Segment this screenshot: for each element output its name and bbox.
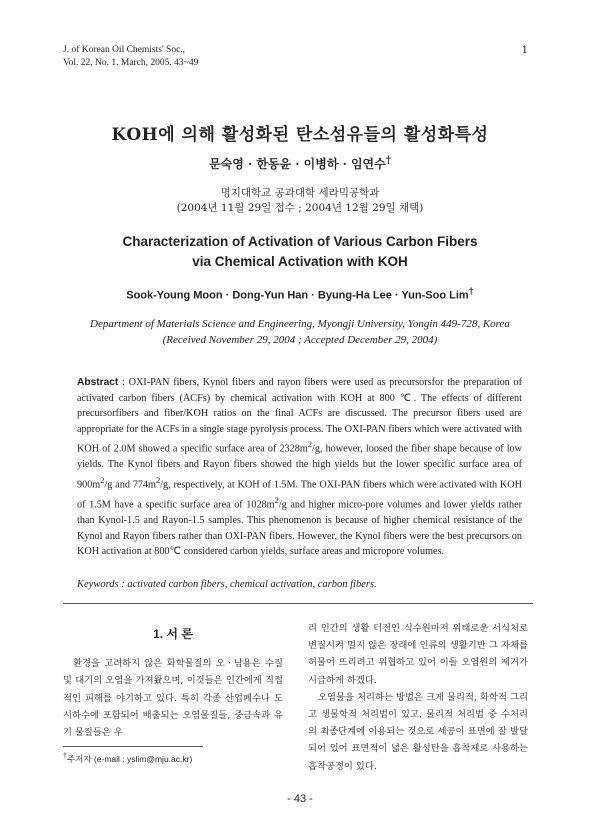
journal-name: J. of Korean Oil Chemists' Soc., <box>63 45 186 55</box>
abstract-sup-4: 2 <box>274 494 279 505</box>
authors-english <box>0 286 600 302</box>
affiliation-english-text: Department of Materials Science and Engineering, Myongji University, Yongin 449-728, Korea <box>90 318 510 330</box>
footnote-text: 주저자 (e-mail : yslim@mju.ac.kr) <box>66 753 193 764</box>
right-column <box>308 620 528 775</box>
right-column-paragraph-1: 리 인간의 생활 터전인 식수원마저 위태로운 서식처로 변질시켜 멀지 않은 장래에 인류의 생활기반 그 자체를 허물어 뜨리려고 위협하고 있어 이들 오염원의 제거가 시급하게 하겠다. <box>308 623 528 686</box>
abstract-text-4: /g, respectively, at KOH of 1.5M. The OXI-PAN fibers which were activated with KOH of 1.5M have a specific surface area of 1028m <box>77 479 522 511</box>
journal-volume: Vol. 22, No. 1. March, 2005. 43~49 <box>63 58 199 68</box>
right-column-paragraph-2: 오염물을 처리하는 방법은 크게 물리적, 화학적 그리고 생물학적 처리법이 있고, 물리적 처리법 중 수처리의 최종단계에 이용되는 것으로 세공이 표면에 잘 발달되어 있어 표면적이 넓은 활성탄을 흡착제로 사용하는 흡착공정이 있다. <box>308 691 528 772</box>
affiliation-korean-text: 명지대학교 공과대학 세라믹공학과 <box>220 187 380 199</box>
section-title-introduction: 1. 서 론 <box>153 627 193 641</box>
dates-korean: (2004년 11월 29일 접수 ; 2004년 12월 29일 채택) <box>176 202 424 214</box>
dagger-mark-en: † <box>468 286 474 296</box>
page-number-top: 1 <box>521 45 528 56</box>
abstract-sup-1: 2 <box>307 439 313 450</box>
abstract-sup-3: 2 <box>155 474 161 485</box>
affiliation-english <box>50 316 550 348</box>
page-number-bottom: - 43 - <box>287 793 313 805</box>
title-english-line1: Characterization of Activation of Various Carbon Fibers <box>122 234 478 249</box>
abstract <box>77 375 522 560</box>
abstract-label: Abstract <box>77 377 119 388</box>
title-korean: KOH에 의해 활성화된 탄소섬유들의 활성화특성 <box>111 125 489 145</box>
footnote <box>63 752 192 765</box>
abstract-text-1: : OXI-PAN fibers, Kynol fibers and rayon fibers were used as precursorsfor the preparation of activated carbon fibers (ACFs) by chemical activation with KOH at 800 ℃. The effects of different precursorfibers and fiber/KOH ratios on the final ACFs are discussed. The precursor fibers used are appropriate for the ACFs in a single stage pyrolysis process. The OXI-PAN fibers which were activated with KOH of 2.0M showed a specific surface area of 2328m <box>77 377 522 455</box>
affiliation-korean <box>0 186 600 216</box>
abstract-sup-2: 2 <box>100 474 105 485</box>
journal-header <box>63 44 198 70</box>
footnote-dagger: † <box>63 752 67 760</box>
title-english-line2: via Chemical Activation with KOH <box>192 254 408 269</box>
abstract-text-3: /g and 774m <box>104 479 156 491</box>
authors-korean <box>0 155 600 172</box>
footnote-divider <box>63 746 203 747</box>
authors-english-names: Sook-Young Moon · Dong-Yun Han · Byung-Ha Lee · Yun-Soo Lim <box>126 289 469 302</box>
keywords: Keywords : activated carbon fibers, chemical activation, carbon fibers. <box>77 579 377 590</box>
authors-korean-names: 문숙영 · 한동윤 · 이병하 · 임연수 <box>209 157 386 171</box>
dates-english: (Received November 29, 2004 ; Accepted December 29, 2004) <box>162 334 438 346</box>
title-english <box>0 232 600 272</box>
section-divider <box>63 603 533 604</box>
left-column-paragraph: 환경을 고려하지 않은 화학물질의 오ㆍ남용은 수질 및 대기의 오염을 가져왔으며, 이것들은 인간에게 직접적인 피해를 야기하고 있다. 특히 각종 산업폐수나 도시하수에 포함되어 배출되는 오염물질들, 중금속과 유기 물질들은 우 <box>63 658 283 739</box>
left-column <box>63 620 283 741</box>
dagger-mark-ko: † <box>385 155 391 166</box>
abstract-text-2: /g, however, loosed the fiber shape because of low yields. The Kynol fibers and Rayon fibers showed the high yields but the lower specific surface area of 900m <box>77 443 522 491</box>
abstract-text-5: /g and higher micro-pore volumes and lower yields rather than Kynol-1.5 and Rayon-1.5 samples. This phenomenon is because of higher chemical resistance of the Kynol and Rayon fibers rather than OXI-PAN fibers. However, the Kynol fibers were the best precursors on KOH activation at 800℃ considered carbon yields, surface areas and micropore volumes. <box>77 499 522 558</box>
